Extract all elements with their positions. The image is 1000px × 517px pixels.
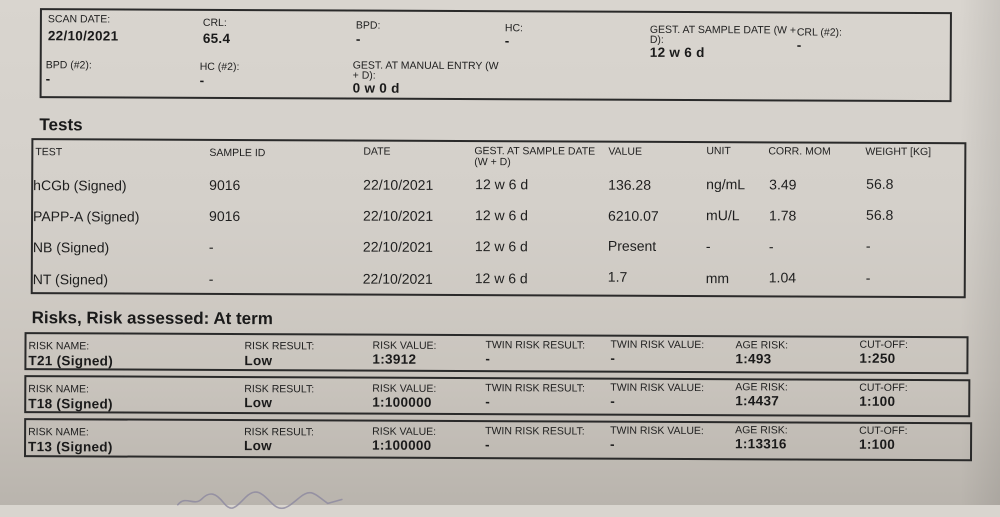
risk-result-label: RISK RESULT: xyxy=(244,383,315,396)
risk-result-value: Low xyxy=(244,353,273,369)
twin-risk-result-label: TWIN RISK RESULT: xyxy=(485,425,585,438)
test-name-cell: NT (Signed) xyxy=(32,271,109,288)
value-cell: 136.28 xyxy=(608,176,652,193)
age-risk-value: 1:4437 xyxy=(735,393,780,409)
risk-name-value: T21 (Signed) xyxy=(28,353,114,369)
gest-cell: 12 w 6 d xyxy=(474,238,528,255)
value-cell: 1.7 xyxy=(607,268,628,285)
risk-name-value: T18 (Signed) xyxy=(28,396,113,412)
age-risk-label: AGE RISK: xyxy=(735,339,789,352)
page-edge-shadow xyxy=(960,0,1000,505)
twin-risk-value-value: - xyxy=(610,350,616,366)
col-header-gest-line2: (W + D) xyxy=(474,156,511,169)
risks-section-title: Risks, Risk assessed: At term xyxy=(31,308,273,329)
corr-mom-cell: 3.49 xyxy=(769,176,797,193)
hc-value: - xyxy=(504,33,510,49)
unit-cell: mm xyxy=(705,270,730,287)
col-header-sample-id: SAMPLE ID xyxy=(209,146,266,160)
crl-value: 65.4 xyxy=(202,30,231,47)
sample-id-cell: 9016 xyxy=(209,176,241,194)
hc2-value: - xyxy=(199,72,205,88)
risk-name-value: T13 (Signed) xyxy=(28,439,113,455)
cutoff-label: CUT-OFF: xyxy=(859,424,908,437)
col-header-corr-mom: CORR. MOM xyxy=(768,145,831,158)
sample-id-cell: - xyxy=(208,270,214,287)
col-header-weight: WEIGHT [KG] xyxy=(865,145,932,159)
bpd2-label: BPD (#2): xyxy=(45,59,92,72)
date-cell: 22/10/2021 xyxy=(362,238,434,255)
risk-value-value: 1:100000 xyxy=(372,437,432,453)
risk-value-label: RISK VALUE: xyxy=(372,425,437,438)
cutoff-label: CUT-OFF: xyxy=(859,381,908,394)
cutoff-value: 1:100 xyxy=(859,436,896,452)
test-name-cell: NB (Signed) xyxy=(32,239,110,256)
age-risk-label: AGE RISK: xyxy=(735,381,788,394)
cutoff-label: CUT-OFF: xyxy=(859,338,908,351)
twin-risk-value-label: TWIN RISK VALUE: xyxy=(610,338,705,352)
risk-result-label: RISK RESULT: xyxy=(244,340,315,353)
crl2-label: CRL (#2): xyxy=(796,26,843,39)
risk-value-value: 1:3912 xyxy=(372,351,417,367)
twin-risk-result-value: - xyxy=(485,437,490,453)
corr-mom-cell: 1.04 xyxy=(768,269,797,286)
col-header-unit: UNIT xyxy=(706,145,731,158)
bpd2-value: - xyxy=(45,71,51,87)
twin-risk-value-label: TWIN RISK VALUE: xyxy=(610,424,704,438)
risk-value-label: RISK VALUE: xyxy=(372,382,437,395)
weight-cell: 56.8 xyxy=(866,206,894,223)
weight-cell: - xyxy=(865,237,871,254)
tests-section-title: Tests xyxy=(39,115,83,135)
col-header-gest-line1: GEST. AT SAMPLE DATE xyxy=(474,145,596,158)
weight-cell: - xyxy=(865,269,871,286)
unit-cell: ng/mL xyxy=(706,176,746,193)
date-cell: 22/10/2021 xyxy=(363,207,434,224)
age-risk-label: AGE RISK: xyxy=(735,424,788,437)
corr-mom-cell: 1.78 xyxy=(769,207,797,224)
gest-sample-label-line2: D): xyxy=(649,33,664,46)
risk-name-label: RISK NAME: xyxy=(28,383,90,396)
gest-cell: 12 w 6 d xyxy=(475,176,529,193)
col-header-test: TEST xyxy=(35,146,63,159)
risk-name-label: RISK NAME: xyxy=(28,340,90,353)
twin-risk-value-label: TWIN RISK VALUE: xyxy=(610,381,705,395)
gest-cell: 12 w 6 d xyxy=(475,207,529,224)
scan-date-value: 22/10/2021 xyxy=(47,28,119,44)
gest-manual-label-line2: + D): xyxy=(352,69,376,82)
date-cell: 22/10/2021 xyxy=(363,176,434,193)
risk-name-label: RISK NAME: xyxy=(28,426,89,439)
crl2-value: - xyxy=(796,37,802,53)
date-cell: 22/10/2021 xyxy=(362,270,433,287)
value-cell: 6210.07 xyxy=(608,207,659,224)
twin-risk-value-value: - xyxy=(610,436,615,452)
hc2-label: HC (#2): xyxy=(199,60,240,74)
risk-result-label: RISK RESULT: xyxy=(244,426,314,439)
signature-scribble xyxy=(176,489,346,510)
corr-mom-cell: - xyxy=(768,238,774,255)
col-header-date: DATE xyxy=(363,145,391,158)
age-risk-value: 1:493 xyxy=(735,351,772,367)
test-name-cell: hCGb (Signed) xyxy=(33,177,127,194)
risk-result-value: Low xyxy=(244,438,272,454)
risk-value-label: RISK VALUE: xyxy=(372,339,437,352)
gest-manual-value: 0 w 0 d xyxy=(352,80,400,96)
hc-label: HC: xyxy=(504,22,524,35)
twin-risk-value-value: - xyxy=(610,393,616,409)
twin-risk-result-value: - xyxy=(485,351,491,367)
gest-sample-value: 12 w 6 d xyxy=(649,44,705,61)
gest-manual-label-line1: GEST. AT MANUAL ENTRY (W xyxy=(352,59,499,73)
weight-cell: 56.8 xyxy=(866,175,894,192)
risk-result-value: Low xyxy=(244,395,273,411)
test-name-cell: PAPP-A (Signed) xyxy=(33,208,140,225)
value-cell: Present xyxy=(607,237,657,254)
risk-value-value: 1:100000 xyxy=(372,394,432,410)
sample-id-cell: 9016 xyxy=(209,207,241,225)
handwritten-signature xyxy=(176,489,346,515)
twin-risk-result-value: - xyxy=(485,394,491,410)
bpd-label: BPD: xyxy=(355,19,381,32)
bpd-value: - xyxy=(355,31,361,47)
gest-sample-label-line1: GEST. AT SAMPLE DATE (W + xyxy=(649,23,797,37)
scan-info-box xyxy=(40,8,952,102)
crl-label: CRL: xyxy=(202,16,227,29)
unit-cell: - xyxy=(705,238,711,255)
scan-date-label: SCAN DATE: xyxy=(47,13,111,26)
col-header-value: VALUE xyxy=(608,145,643,158)
twin-risk-result-label: TWIN RISK RESULT: xyxy=(485,339,586,352)
gest-cell: 12 w 6 d xyxy=(474,270,528,287)
cutoff-value: 1:100 xyxy=(859,393,896,409)
twin-risk-result-label: TWIN RISK RESULT: xyxy=(485,382,585,395)
unit-cell: mU/L xyxy=(706,207,740,224)
cutoff-value: 1:250 xyxy=(859,350,896,366)
sample-id-cell: - xyxy=(208,238,214,255)
age-risk-value: 1:13316 xyxy=(735,436,787,452)
